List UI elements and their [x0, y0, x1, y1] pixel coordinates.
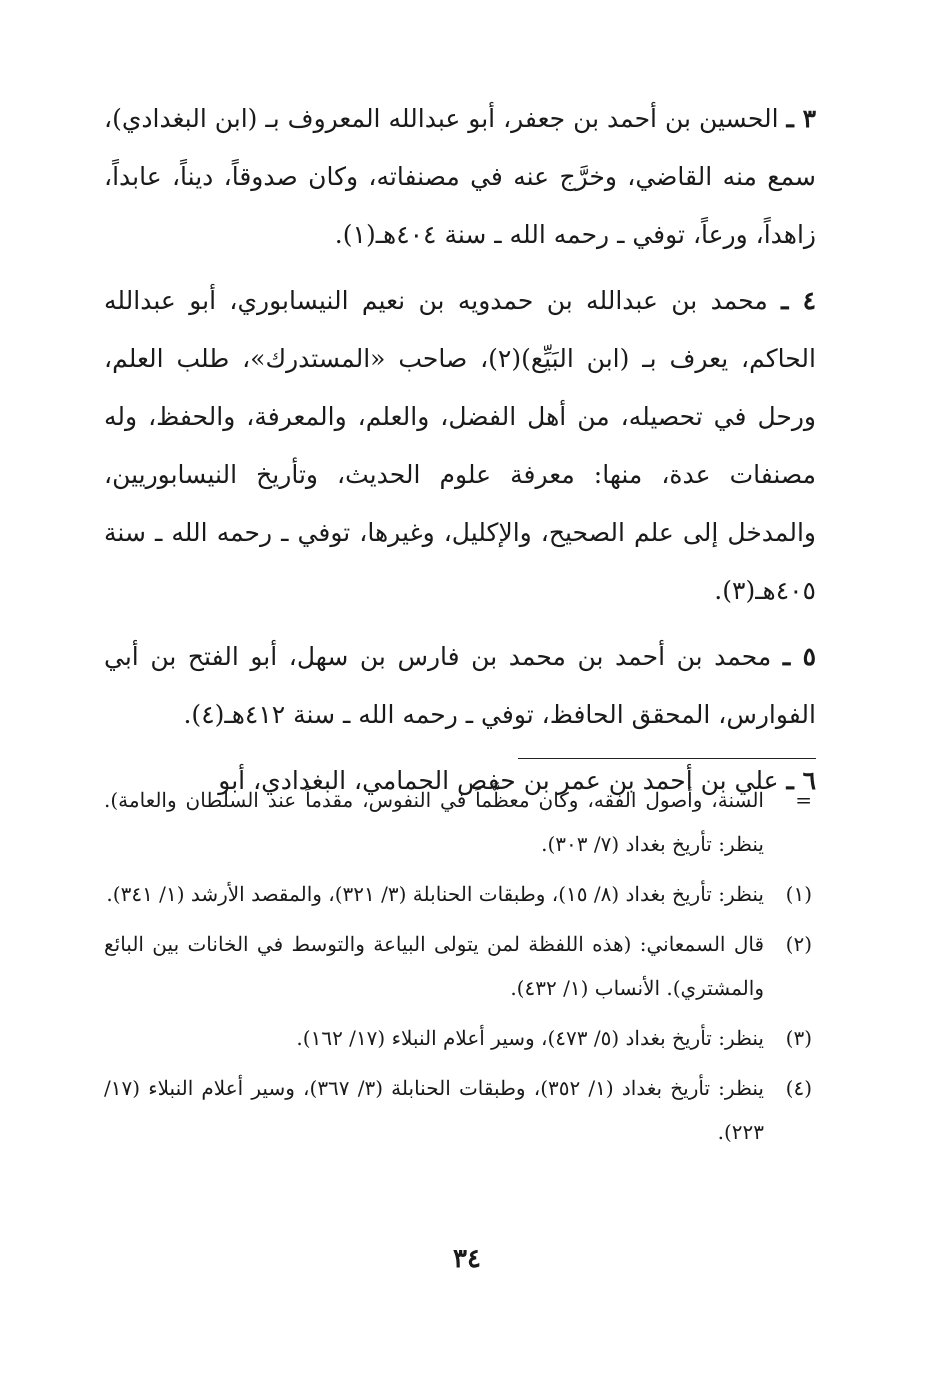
biography-entry — [104, 272, 816, 620]
footnote-mark: (١) — [785, 882, 812, 906]
footnote-mark: (٢) — [785, 932, 812, 956]
entry-text: محمد بن عبدالله بن حمدويه بن نعيم النيسابوري، أبو عبدالله الحاكم، يعرف بـ (ابن البَيِّع)(٢)، صاحب «المستدرك»، طلب العلم، ورحل في تحصيله، من أهل الفضل، والعلم، والمعرفة، والحفظ، وله مصنفات عدة، منها: معرفة علوم الحديث، وتأريخ النيسابوريين، والمدخل إلى علم الصحيح، والإكليل، وغيرها، توفي ـ رحمه الله ـ سنة ٤٠٥هـ(٣). — [104, 286, 816, 605]
entry-number: ٤ ـ — [781, 286, 816, 315]
entry-text: محمد بن أحمد بن محمد بن فارس بن سهل، أبو الفتح بن أبي الفوارس، المحقق الحافظ، توفي ـ رحمه الله ـ سنة ٤١٢هـ(٤). — [104, 642, 816, 729]
footnote-text: ينظر: تأريخ بغداد (٥/ ٤٧٣)، وسير أعلام النبلاء (١٧/ ١٦٢). — [296, 1026, 764, 1050]
page-number: ٣٤ — [453, 1244, 481, 1274]
footnote — [104, 1016, 816, 1060]
biography-entry — [104, 90, 816, 264]
footnote-separator — [518, 758, 816, 759]
entry-text: علي بن أحمد بن عمر بن حفص الحمامي، البغدادي، أبو — [218, 766, 779, 795]
entry-number: ٥ ـ — [782, 642, 816, 671]
footnote-mark: (٤) — [785, 1076, 812, 1100]
footnote-text: ينظر: تأريخ بغداد (٨/ ١٥)، وطبقات الحنابلة (٣/ ٣٢١)، والمقصد الأرشد (١/ ٣٤١). — [106, 882, 764, 906]
biography-entry — [104, 628, 816, 744]
entry-number: ٦ ـ — [786, 766, 816, 795]
footnote — [104, 922, 816, 1010]
footnotes — [104, 778, 816, 1160]
footnote — [104, 1066, 816, 1154]
main-text — [104, 90, 816, 818]
footnote — [104, 778, 816, 866]
footnote-text: قال السمعاني: (هذه اللفظة لمن يتولى البياعة والتوسط في الخانات بين البائع والمشتري). الأنساب (١/ ٤٣٢). — [104, 932, 764, 1000]
footnote-mark: (٣) — [785, 1026, 812, 1050]
footnote — [104, 872, 816, 916]
footnote-text: السنة، وأصول الفقه، وكان معظَّماً في النفوس، مقدماً عند السلطان والعامة). ينظر: تأريخ بغداد (٧/ ٣٠٣). — [104, 788, 764, 856]
footnote-mark: = — [795, 788, 812, 812]
footnote-text: ينظر: تأريخ بغداد (١/ ٣٥٢)، وطبقات الحنابلة (٣/ ٣٦٧)، وسير أعلام النبلاء (١٧/ ٢٢٣). — [104, 1076, 764, 1144]
entry-number: ٣ ـ — [786, 104, 817, 133]
entry-text: الحسين بن أحمد بن جعفر، أبو عبدالله المعروف بـ (ابن البغدادي)، سمع منه القاضي، وخرَّج عنه في مصنفاته، وكان صدوقاً، ديناً، عابداً، زاهداً، ورعاً، توفي ـ رحمه الله ـ سنة ٤٠٤هـ(١). — [104, 104, 816, 249]
